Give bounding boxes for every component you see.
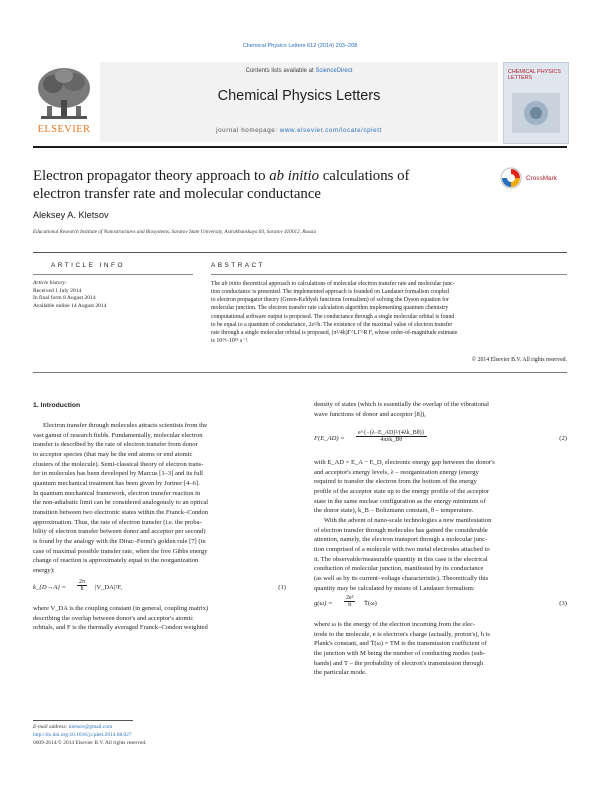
article-info-rule — [33, 274, 193, 275]
page-footer — [33, 723, 146, 748]
contents-prefix: Contents lists available at — [245, 68, 316, 74]
sciencedirect-link[interactable]: ScienceDirect — [315, 68, 353, 74]
online-date: Available online 14 August 2014 — [33, 302, 107, 309]
abstract-rule — [211, 274, 567, 275]
text-line: with E_AD = E_A − E_D, electronic energy gap between the donor's — [314, 459, 495, 466]
right-paragraph-3 — [314, 620, 567, 678]
paragraph-lines — [33, 421, 286, 576]
eq3-numerator: 2e² — [346, 595, 354, 601]
title-line-2: electron transfer rate and molecular conductance — [33, 186, 321, 202]
body-top-rule — [33, 372, 567, 373]
crossmark-badge[interactable] — [500, 167, 570, 191]
abstract-line: to electron propagator theory (Green-Keldysh functions formalism) of solving the Dyson equation for — [211, 297, 449, 304]
abstract-line: to be equal to a quantum of conductance, 2e²/h. The existence of the maximal value of electron transfer — [211, 321, 453, 328]
crossmark-icon — [500, 167, 522, 189]
abstract-l1c: theoretical approach to calculations of molecular electron transfer rate and molecular junc- — [241, 281, 455, 287]
text-line: wave functions of donor and acceptor [8]), — [314, 410, 426, 418]
eq1-number: (1) — [278, 584, 286, 591]
right-paragraph-2 — [314, 458, 567, 593]
text-line: Electron transfer through molecules attracts scientists from the — [43, 422, 208, 429]
email-link[interactable]: kletsov@gmail.com — [68, 724, 113, 730]
paragraph-lines — [314, 620, 567, 678]
text-line: the non-adiabatic limit can be considered analogously to an optical — [33, 499, 209, 507]
contents-line — [100, 68, 498, 74]
eq1-fraction — [77, 579, 87, 592]
text-line: bands) and T – the probability of electron's transmission through — [314, 659, 484, 667]
eq1-denominator: ħ — [80, 586, 84, 592]
abstract-heading: ABSTRACT — [211, 262, 266, 269]
text-line: to acceptor species (that may be the end atoms or end atomic — [33, 450, 193, 458]
eq1-lhs: k_{D→A} = — [33, 584, 66, 591]
text-line: approximation. Thus, the rate of electron transfer (i.e. the proba- — [33, 518, 202, 526]
article-title — [33, 167, 473, 203]
eq3-denominator: h — [348, 602, 352, 608]
history-label: Article history: — [33, 280, 68, 286]
eq2-fraction — [356, 430, 427, 443]
eq3-rest: T̄(ω) — [364, 600, 377, 607]
abstract-ab-initio: ab initio — [221, 281, 242, 287]
eq1-rest: |V_DA|²F, — [95, 584, 122, 591]
cover-artwork — [512, 93, 560, 133]
paragraph-lines — [33, 604, 286, 633]
eq1-numerator: 2π — [79, 579, 86, 585]
text-line: orbitals, and F is the thermally averaged Franck–Condon weighted — [33, 624, 208, 632]
text-line: vast gamut of research fields. Fundamentally, molecular electron — [33, 431, 203, 439]
eq2-lhs: F(E_AD) = — [314, 435, 345, 442]
email-label: E-mail address: — [33, 724, 69, 730]
paragraph-lines — [314, 458, 567, 593]
text-line: density of states (which is essentially the overlap of the vibrational — [314, 401, 489, 408]
abstract-copyright: © 2014 Elsevier B.V. All rights reserved. — [471, 357, 567, 363]
title-part-c: calculations of — [319, 168, 410, 184]
abstract-line: rate through a single molecular orbital is proposed, (π²/4h)Γ^LΓ^R F, whose order-of-magnitude estimate — [211, 329, 458, 336]
issn-line: 0009-2614/© 2014 Elsevier B.V. All rights reserved. — [33, 740, 147, 747]
text-line: With the advent of nano-scale technologies a new manifestation — [324, 516, 492, 524]
masthead-rule — [33, 146, 567, 148]
text-line: state in the same nuclear configuration as the energy minimum of — [314, 497, 486, 505]
cover-title: CHEMICAL PHYSICS LETTERS — [508, 69, 561, 82]
abstract-line: molecular junction. The electron transfer rate calculation algorithm implementing quantum chemistry — [211, 305, 449, 312]
text-line: case of maximal possible transfer rate, when the free Gibbs energy — [33, 547, 208, 555]
text-line: quantum mechanical treatment has been given by Jortner [4–6]. — [33, 479, 200, 487]
intro-paragraph-1 — [33, 421, 286, 576]
eq2-denominator: 4πλk_Bθ — [380, 437, 403, 443]
info-top-rule — [33, 252, 567, 253]
text-line: where V_DA is the coupling constant (in general, coupling matrix) — [33, 605, 209, 612]
text-line: transition between two electronic states within the Franck–Condon — [33, 508, 209, 516]
article-history — [33, 280, 193, 310]
publisher-wordmark: ELSEVIER — [37, 124, 91, 135]
eq2-numerator: e^{−(λ−E_AD)²/(4λk_Bθ)} — [358, 430, 425, 436]
eq3-lhs: g(ω) = — [314, 600, 333, 607]
text-line: and acceptor's energy levels, λ – reorganization energy (energy — [314, 468, 479, 476]
text-line: required to transfer the electron from the bottom of the energy — [314, 478, 477, 486]
text-line: is found by the analogy with the Dirac–Fermi's golden rule [7] (in — [33, 537, 206, 545]
journal-homepage — [100, 127, 498, 134]
crossmark-label: CrossMark — [526, 175, 557, 182]
homepage-link[interactable]: www.elsevier.com/locate/cplett — [279, 127, 382, 134]
text-line: change of reaction is approximately equal to the reorganization — [33, 557, 199, 565]
paragraph-lines — [314, 400, 567, 419]
text-line: fer in molecules has been developed by Marcus [1–3] and its full — [33, 470, 203, 478]
text-line: (as well as by its current–voltage characteristic). Theoretically this — [314, 574, 489, 582]
eq3-fraction — [344, 595, 355, 608]
eq2-number: (2) — [559, 435, 567, 442]
author-name: Aleksey A. Kletsov — [33, 210, 109, 220]
text-line: energy): — [33, 566, 55, 574]
title-ab-initio: ab initio — [269, 168, 319, 184]
final-form-date: In final form 8 August 2014 — [33, 295, 96, 302]
equation-1 — [33, 580, 286, 598]
text-line: clusters of the molecule). Semi-classical theory of electron trans- — [33, 460, 204, 468]
homepage-prefix: journal homepage: — [216, 127, 280, 134]
received-date: Received 1 July 2014 — [33, 287, 82, 294]
abstract-body — [211, 280, 567, 345]
intro-paragraph-2 — [33, 604, 286, 633]
abstract-l1a: The — [211, 281, 222, 287]
abstract-line: computational software output is proposed. The conductance through a single molecular orbital is found — [211, 313, 455, 320]
text-line: profile of the acceptor state up to the energy profile of the acceptor — [314, 487, 490, 495]
text-line: the donor state), k_B – Boltzmann constant, θ – temperature. — [314, 507, 474, 515]
equation-3 — [314, 596, 567, 614]
text-line: In quantum mechanical framework, electron transfer reaction in — [33, 489, 201, 497]
text-line: the junction with M being the number of conducting modes (sub- — [314, 649, 485, 657]
abstract-line: tion conductance is presented. The implemented approach is founded on Landauer formalism coupled — [211, 289, 449, 296]
text-line: it. The observable/measurable quantity in this case is the electrical — [314, 555, 488, 563]
text-line: the particular mode. — [314, 669, 367, 677]
section-heading-introduction: 1. Introduction — [33, 402, 81, 409]
text-line: tion comprised of a molecule with two metal electrodes attached to — [314, 545, 490, 553]
journal-title: Chemical Physics Letters — [217, 88, 381, 104]
journal-cover-thumbnail[interactable] — [503, 62, 569, 144]
text-line: where ω is the energy of the electron incoming from the elec- — [314, 621, 476, 628]
text-line: Plank's constant, and T̄(ω) = TM is the transmission coefficient of — [314, 640, 487, 648]
abstract-line: is 10¹⁴–10¹⁵ s⁻¹. — [211, 338, 249, 345]
email-line — [33, 723, 146, 731]
eq3-number: (3) — [559, 600, 567, 607]
text-line: attention, namely, the electron transport through a molecular junc- — [314, 536, 488, 544]
equation-2 — [314, 431, 567, 449]
text-line: conduction of molecular junction, manifested by its conductance — [314, 565, 484, 573]
text-line: of electron transfer through molecules has gained the considerable — [314, 526, 488, 534]
text-line: describing the overlap between donor's and acceptor's atomic — [33, 614, 194, 622]
text-line: quantity may be calculated by means of Landauer formalism: — [314, 584, 475, 592]
doi-link[interactable]: http://dx.doi.org/10.1016/j.cplett.2014.08.027 — [33, 732, 132, 739]
author-affiliation: Educational Research Institute of Nanostructures and Biosystems, Saratov State University, Astrakhanskaya 83, Saratov 410012, Russia — [33, 229, 317, 235]
article-info-heading: ARTICLE INFO — [51, 262, 125, 269]
journal-reference[interactable]: Chemical Physics Letters 612 (2014) 203–208 — [242, 43, 358, 49]
text-line: bility of electron transfer between donor and acceptor per second) — [33, 528, 206, 536]
text-line: transfer is described by the rate of electron transfer from donor — [33, 441, 198, 449]
footnote-rule — [33, 720, 133, 721]
title-part-a: Electron propagator theory approach to — [33, 168, 270, 184]
text-line: trode to the molecule, e is electron's charge (actually, proton's), h is — [314, 630, 490, 638]
right-paragraph-1 — [314, 400, 567, 419]
